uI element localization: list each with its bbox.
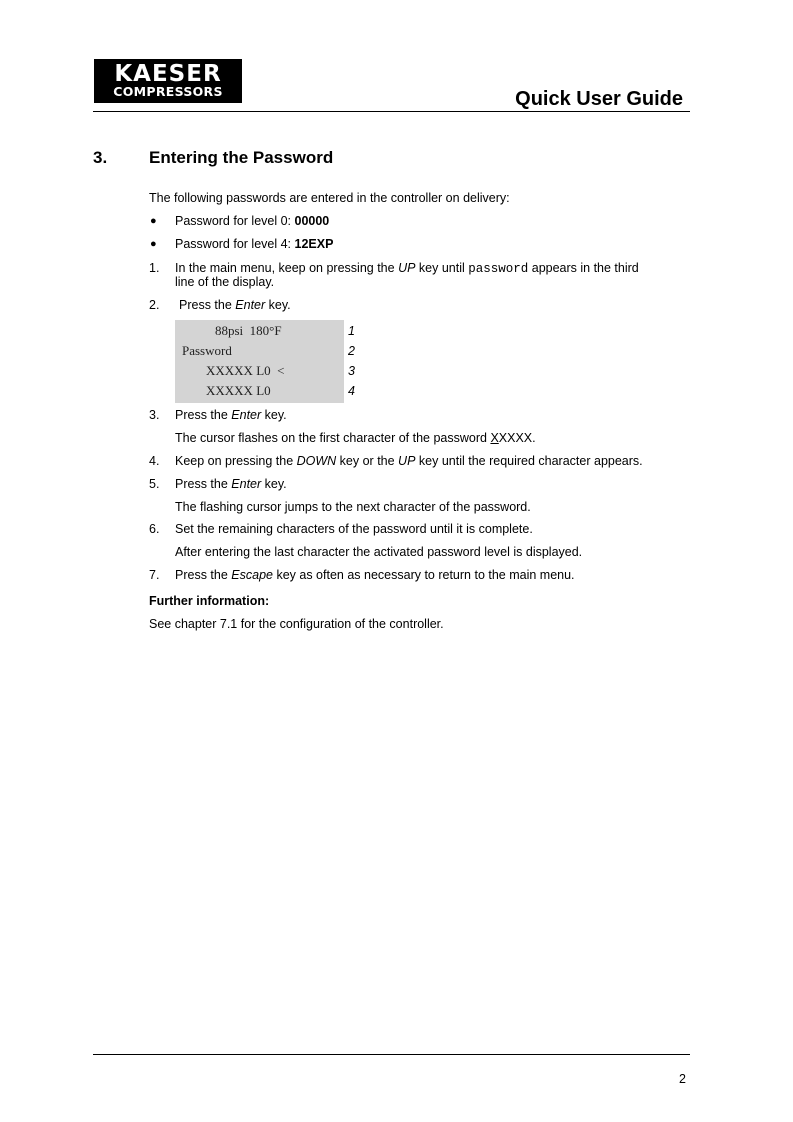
step-1-text: In the main menu, keep on pressing the UP key until password appears in the third <box>175 261 639 276</box>
controller-display <box>175 320 344 403</box>
display-line-2: Password <box>182 343 232 358</box>
section-title: Entering the Password <box>149 148 334 167</box>
key-name: Escape <box>231 568 273 582</box>
document-title: Quick User Guide <box>515 88 683 110</box>
display-line-3: XXXXX L0 < <box>206 363 285 378</box>
step-5-text: Press the Enter key. <box>175 477 287 491</box>
step-number: 5. <box>149 477 160 491</box>
step-6-subtext: After entering the last character the activated password level is displayed. <box>175 545 583 559</box>
step-number: 1. <box>149 261 160 275</box>
key-name: DOWN <box>296 454 337 468</box>
intro-text: The following passwords are entered in the controller on delivery: <box>149 191 510 205</box>
key-name: UP <box>398 454 416 468</box>
step-3-text: Press the Enter key. <box>175 408 287 422</box>
key-name: Enter <box>231 408 262 422</box>
step-number: 4. <box>149 454 160 468</box>
display-line-number: 1 <box>348 324 355 338</box>
menu-code: password <box>468 262 529 276</box>
step-5-subtext: The flashing cursor jumps to the next character of the password. <box>175 500 531 514</box>
logo-sub-text: COMPRESSORS <box>113 84 223 99</box>
step-7-text: Press the Escape key as often as necessary to return to the main menu. <box>175 568 575 582</box>
bullet-password-level-4 <box>175 237 333 252</box>
step-1-text-line2: line of the display. <box>175 275 275 289</box>
section-number: 3. <box>93 148 108 167</box>
display-line-number: 4 <box>348 384 355 398</box>
page-number: 2 <box>679 1072 686 1086</box>
cursor-character: X <box>490 431 499 445</box>
footer-rule <box>93 1054 690 1055</box>
bullet-text: Password for level 0: <box>175 214 295 228</box>
bullet-dot: ● <box>150 215 157 227</box>
display-line-number: 3 <box>348 364 355 378</box>
step-6-text: Set the remaining characters of the password until it is complete. <box>175 522 533 536</box>
further-information-heading: Further information: <box>149 594 270 608</box>
header-rule <box>93 111 690 112</box>
step-4-text: Keep on pressing the DOWN key or the UP key until the required character appears. <box>175 454 643 468</box>
password-value: 00000 <box>294 214 330 228</box>
display-line-4: XXXXX L0 <box>206 383 271 398</box>
password-value: 12EXP <box>294 237 334 251</box>
step-3-subtext: The cursor flashes on the first character of the password XXXXX. <box>175 431 536 445</box>
key-name: Enter <box>231 477 262 491</box>
bullet-text: Password for level 4: <box>175 237 295 251</box>
kaeser-logo <box>94 59 242 103</box>
bullet-dot: ● <box>150 238 157 250</box>
step-number: 7. <box>149 568 160 582</box>
bullet-password-level-0 <box>175 214 329 229</box>
step-2-text: Press the Enter key. <box>179 298 291 312</box>
step-number: 6. <box>149 522 160 536</box>
key-name: Enter <box>235 298 266 312</box>
logo-main-text: KAESER <box>114 61 222 87</box>
further-information-text: See chapter 7.1 for the configuration of the controller. <box>149 617 444 631</box>
step-number: 3. <box>149 408 160 422</box>
key-name: UP <box>398 261 416 275</box>
display-line-1: 88psi 180°F <box>215 323 282 338</box>
display-line-number: 2 <box>348 344 355 358</box>
step-number: 2. <box>149 298 160 312</box>
